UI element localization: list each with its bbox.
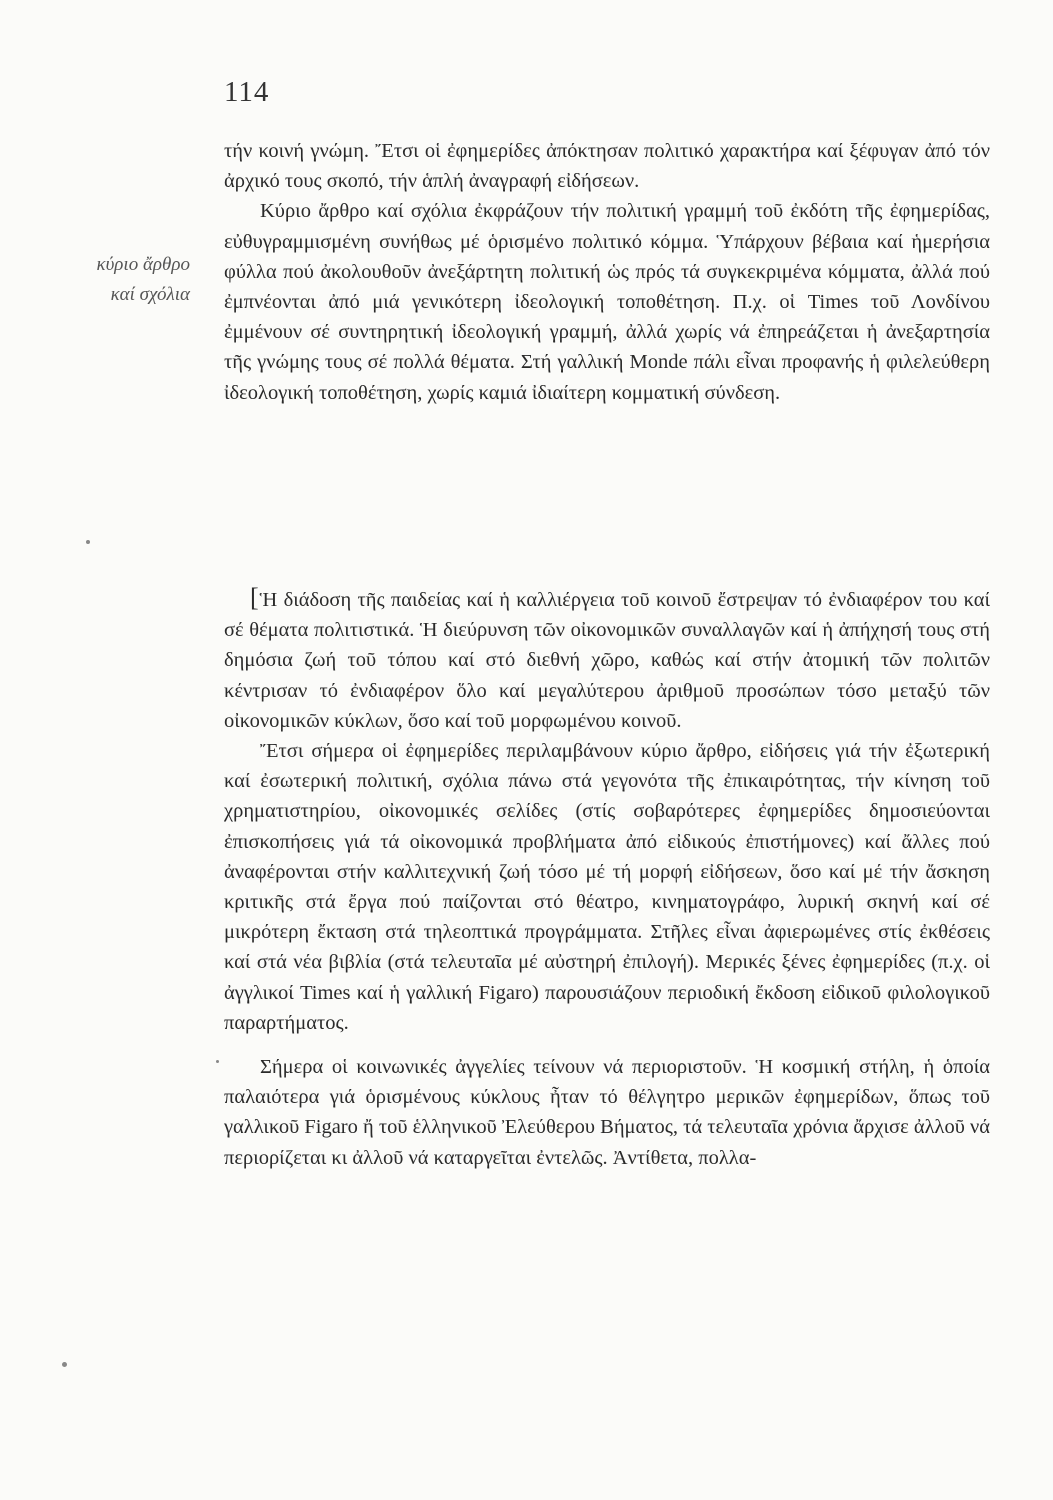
paragraph-contents: Ἔτσι σήμερα οἱ ἐφημερίδες περιλαμβάνουν κύριο ἄρθρο, εἰδήσεις γιά τήν ἐξωτερική καί ἐσωτερική πολιτική, σχόλια πάνω στά γεγονότα τῆς ἐπικαιρότητας, τήν κίνηση τοῦ χρηματιστηρίου, οἰκονομικές σελίδες (στίς σοβαρότερες ἐφημερίδες δημοσιεύονται ἐπισκοπήσεις γιά τά οἰκονομικά προβλήματα ἀπό εἰδικούς ἐπιστήμονες) καί ἄλλες πού ἀναφέρονται στήν καλλιτεχνική ζωή τόσο μέ τή μορφή εἰδήσεων, ὅσο καί μέ τήν ἄσκηση κριτικῆς στά ἔργα πού παίζονται στό θέατρο, κινηματογράφο, λυρική σκηνή καί σέ μικρότερη ἔκταση στά τηλεοπτικά προγράμματα. Στῆλες εἶναι ἀφιερωμένες στίς ἐκθέσεις καί στά νέα βιβλία (στά τελευταῖα μέ αὐστηρή ἐπιλογή). Μερικές ξένες ἐφημερίδες (π.χ. οἱ ἀγγλικοί Times καί ἡ γαλλική Figaro) παρουσιάζουν περιοδική ἔκδοση εἰδικοῦ φιλολογικοῦ παραρτήματος. [224, 740, 990, 1034]
paragraph-social: Σήμερα οἱ κοινωνικές ἀγγελίες τείνουν νά περιοριστοῦν. Ἡ κοσμική στήλη, ἡ ὁποία παλαιότερα γιά ὁρισμένους κύκλους ἦταν τό θέλγητρο μερικῶν ἐφημερίδων, ὅπως τοῦ γαλλικοῦ Figaro ἤ τοῦ ἑλληνικοῦ Ἐλεύθερου Βήματος, τά τελευταῖα χρόνια ἄρχισε ἀλλοῦ νά περιορίζεται κι ἀλλοῦ νά καταργεῖται ἐντελῶς. Ἀντίθετα, πολλα- [224, 1056, 990, 1169]
bracket-mark: [ [250, 583, 259, 612]
text-block-lower [224, 583, 990, 1173]
margin-note [40, 250, 190, 310]
scan-speck [86, 540, 90, 544]
scan-speck [216, 1060, 219, 1063]
paragraph-education [224, 583, 990, 736]
paragraph-education-text: Ἡ διάδοση τῆς παιδείας καί ἡ καλλιέργεια τοῦ κοινοῦ ἔστρεψαν τό ἐνδιαφέρον του καί σέ θέματα πολιτιστικά. Ἡ διεύρυνση τῶν οἰκονομικῶν συναλλαγῶν καί ἡ ἀπήχησή τους στή δημόσια ζωή τοῦ τόπου καί στό διεθνή χῶρο, καθώς καί στήν ἀτομική τῶν πολιτῶν κέντρισαν τό ἐνδιαφέρον ὅλο καί μεγαλύτερου ἀριθμοῦ προσώπων τόσο μεταξύ τῶν οἰκονομικῶν κύκλων, ὅσο καί τοῦ μορφωμένου κοινοῦ. [224, 589, 990, 732]
paragraph-continuation: τήν κοινή γνώμη. Ἔτσι οἱ ἐφημερίδες ἀπόκτησαν πολιτικό χαρακτήρα καί ξέφυγαν ἀπό τόν ἀρχικό τους σκοπό, τήν ἁπλή ἀναγραφή εἰδήσεων. [224, 140, 990, 193]
margin-note-line: καί σχόλια [110, 284, 190, 305]
scan-speck [62, 1362, 67, 1367]
text-block-upper [224, 136, 990, 408]
margin-note-line: κύριο ἄρθρο [96, 254, 190, 275]
paragraph-editorial: Κύριο ἄρθρο καί σχόλια ἐκφράζουν τήν πολιτική γραμμή τοῦ ἐκδότη τῆς ἐφημερίδας, εὐθυγραμμισμένη συνήθως μέ ὁρισμένο πολιτικό κόμμα. Ὑπάρχουν βέβαια καί ἡμερήσια φύλλα πού ἀκολουθοῦν ἀνεξάρτητη πολιτική ὡς πρός τά συγκεκριμένα κόμματα, ἀλλά πού ἐμπνέονται ἀπό μιά γενικότερη ἰδεολογική τοποθέτηση. Π.χ. οἱ Times τοῦ Λονδίνου ἐμμένουν σέ συντηρητική ἰδεολογική γραμμή, ἀλλά χωρίς νά ἐπηρεάζεται ἡ ἀνεξαρτησία τῆς γνώμης τους σέ πολλά θέματα. Στή γαλλική Monde πάλι εἶναι προφανής ἡ φιλελεύθερη ἰδεολογική τοποθέτηση, χωρίς καμιά ἰδιαίτερη κομματική σύνδεση. [224, 200, 990, 404]
page-number: 114 [224, 76, 270, 108]
